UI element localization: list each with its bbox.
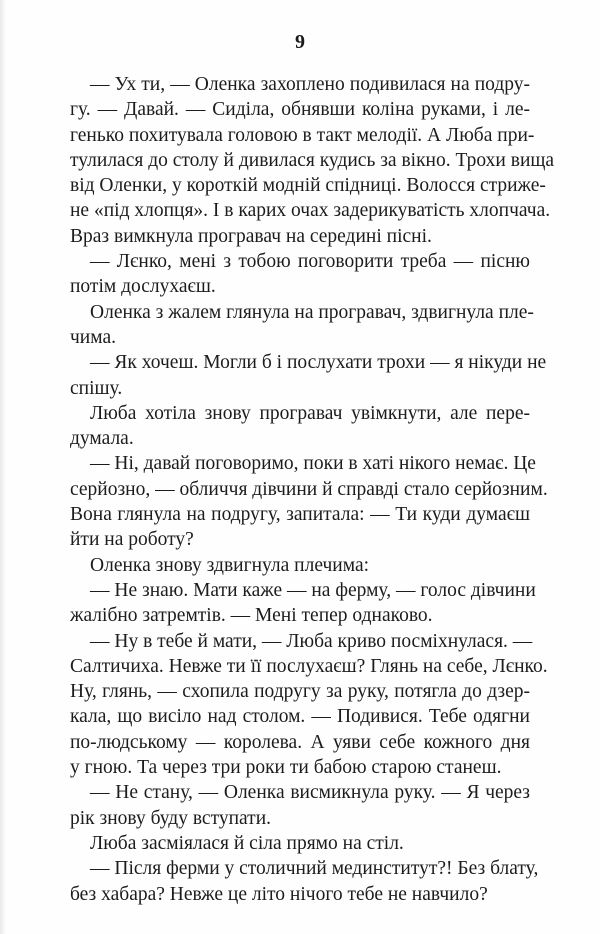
text-line: — Не знаю. Мати каже — на ферму, — голос дівчини xyxy=(90,579,536,601)
text-line: потім дослухаєш. xyxy=(70,276,216,298)
text-line: — Ні, давай поговоримо, поки в хаті нікого немає. Це xyxy=(90,453,536,475)
text-line: серйозно, — обличчя дівчини й справді стало серйозним. xyxy=(70,478,548,500)
text-line: — Ух ти, — Оленка захоплено подивилася на подру- xyxy=(90,74,530,95)
text-line: — Ну в тебе й мати, — Люба криво посміхнулася. — xyxy=(90,630,533,652)
text-line: думала. xyxy=(70,428,134,450)
text-line: без хабара? Невже це літо нічого тебе не навчило? xyxy=(70,883,488,905)
body-text xyxy=(70,72,555,907)
text-line: не «під хлопця». І в карих очах задерикуватість хлопчача. xyxy=(70,200,551,222)
text-line: йти на роботу? xyxy=(70,529,194,551)
text-line: жалібно затремтів. — Мені тепер однаково. xyxy=(70,605,433,627)
text-line: — Після ферми у столичний мединститут?! Без блату, xyxy=(90,858,539,880)
text-line: — Як хочеш. Могли б і послухати трохи — я нікуди не xyxy=(90,352,547,374)
text-line: — Не стану, — Оленка висмикнула руку. — Я через xyxy=(90,782,530,804)
text-line: Люба засміялася й сіла прямо на стіл. xyxy=(90,832,404,854)
text-line: тулилася до столу й дивилася кудись за вікно. Трохи вища xyxy=(70,149,555,171)
text-line: Оленка з жалем глянула на програвач, здвигнула пле- xyxy=(90,301,534,323)
text-line: генько похитувала головою в такт мелодії. А Люба при- xyxy=(70,124,535,146)
text-line: Враз вимкнула програвач на середині пісні. xyxy=(70,225,432,247)
text-line: Оленка знову здвигнула плечима: xyxy=(90,554,370,576)
text-line: спішу. xyxy=(70,377,123,399)
page-edge-shadow xyxy=(0,0,6,934)
text-line: у гною. Та через три роки ти бабою старою станеш. xyxy=(70,757,502,779)
text-line: Люба хотіла знову програвач увімкнути, але пере- xyxy=(90,402,530,424)
text-line: від Оленки, у короткій модній спідниці. Волосся стриже- xyxy=(70,175,546,197)
text-line: кала, що висіло над столом. — Подивися. Тебе одягни xyxy=(70,706,530,728)
page-number: 9 xyxy=(295,31,305,53)
text-line: чима. xyxy=(70,326,116,348)
text-line: гу. — Давай. — Сиділа, обнявши коліна руками, і ле- xyxy=(70,99,530,121)
text-line: Салтичиха. Невже ти її послухаєш? Глянь на себе, Лєнко. xyxy=(70,655,548,677)
text-line: Ну, глянь, — схопила подругу за руку, потягла до дзер- xyxy=(70,681,530,703)
text-line: по-людському — королева. А уяви себе кожного дня xyxy=(70,731,530,753)
text-line: рік знову буду вступати. xyxy=(70,807,271,829)
text-line: Вона глянула на подругу, запитала: — Ти куди думаєш xyxy=(70,504,530,526)
text-line: — Лєнко, мені з тобою поговорити треба — пісню xyxy=(90,251,530,273)
